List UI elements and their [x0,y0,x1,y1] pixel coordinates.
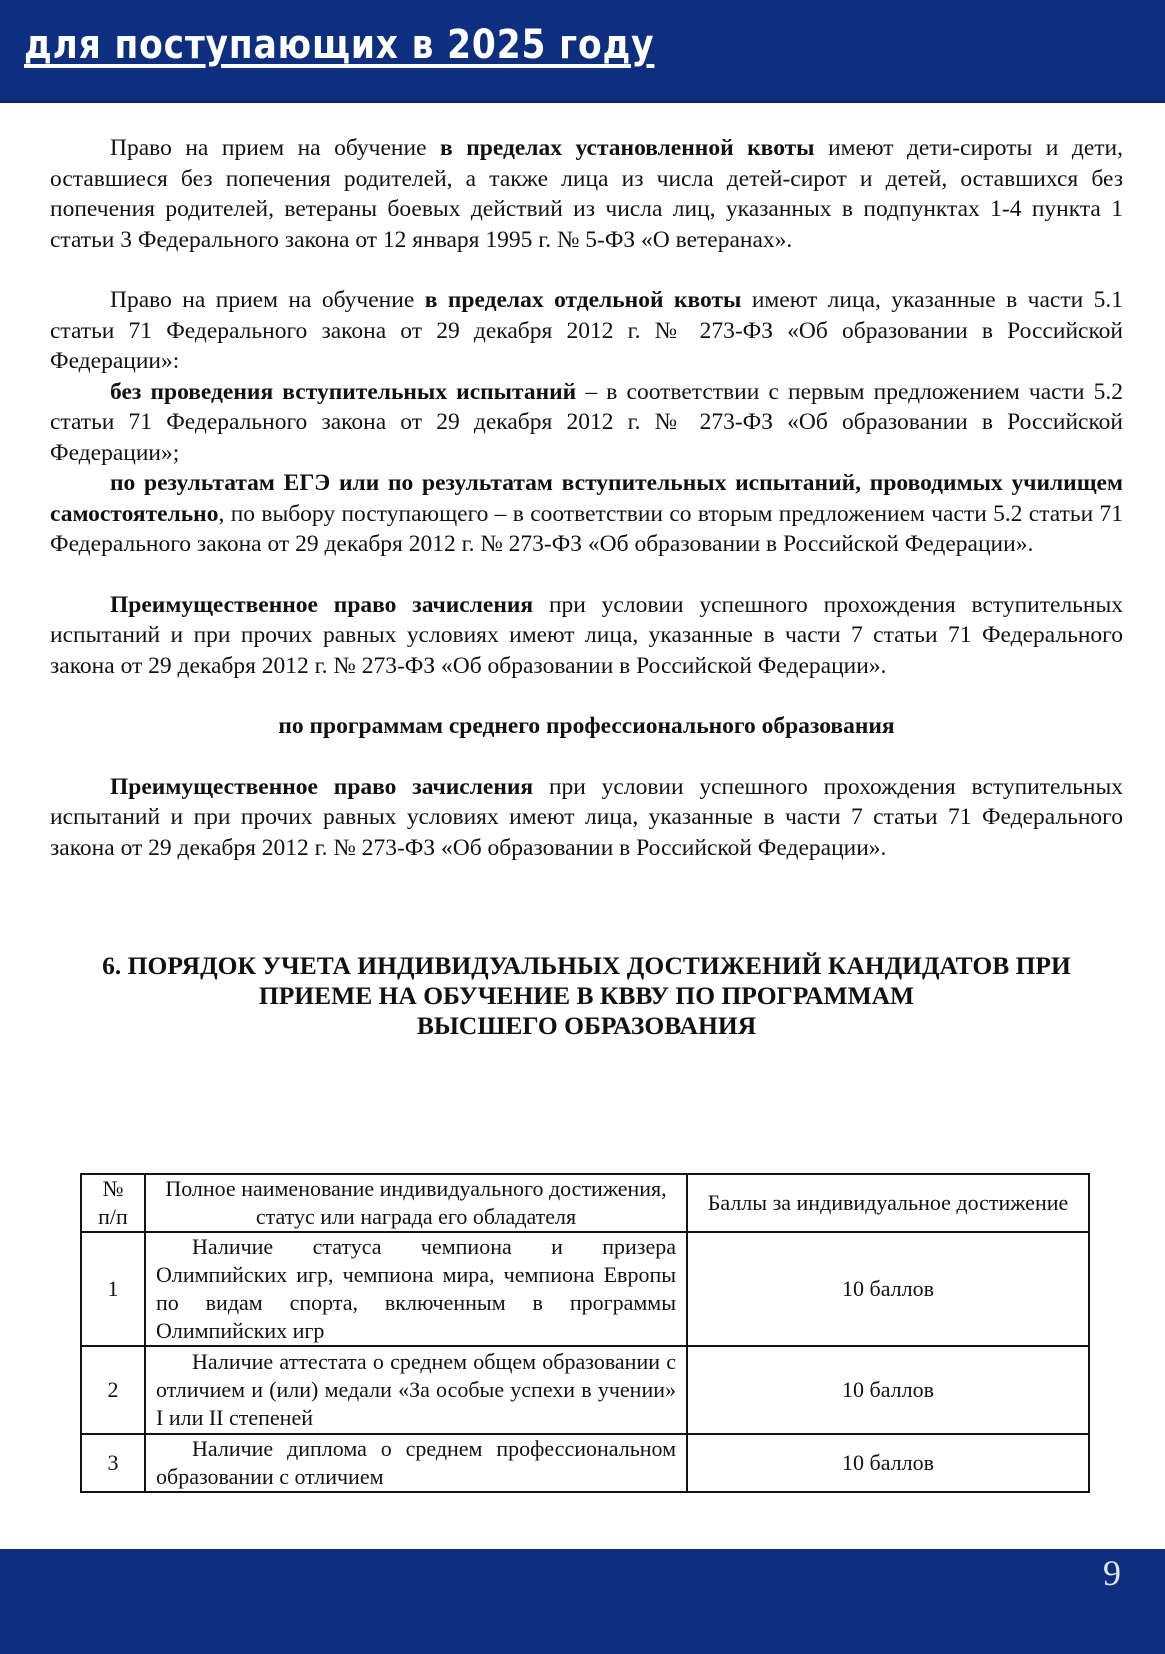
section-title [50,951,1123,1041]
header-name: Полное наименование индивидуального достижения, статус или награда его обладателя [145,1174,687,1232]
header-number: № п/п [81,1174,145,1232]
cell-number: 2 [81,1346,145,1434]
bold-text: в пределах отдельной квоты [424,287,742,313]
cell-points: 10 баллов [687,1346,1089,1434]
paragraph-no-exams [50,377,1123,469]
text: имеют дети-сироты и дети, оставшиеся без попечения родителей, а также лица из числа детей-сирот и детей, оставшихся без попечения родителей, ветераны боевых действий из числа лиц, указанных в подпунктах 1-4 пункта 1 статьи 3 Федерального закона от 12 января 1995 г. № 5-ФЗ «О ветеранах». [50,135,1124,253]
bold-text: по результатам ЕГЭ или по результатам вступительных испытаний, проводимых училищем самостоятельно [50,470,1123,527]
text: имеют лица, указанные в части 5.1 статьи 71 Федерального закона от 29 декабря 2012 г. № 273-ФЗ «Об образовании в Российской Федерации»: [50,287,1123,374]
bold-text: без проведения вступительных испытаний [110,378,577,405]
cell-number: 3 [81,1434,145,1492]
paragraph-priority-right [50,590,1123,682]
achievements-table [80,1173,1090,1493]
table-row [81,1232,1089,1346]
paragraph-quota [50,133,1123,255]
section-title-line: ВЫСШЕГО ОБРАЗОВАНИЯ [416,1011,757,1040]
cell-name: Наличие статуса чемпиона и призера Олимпийских игр, чемпиона мира, чемпиона Европы по видам спорта, включенным в программы Олимпийских игр [145,1232,687,1346]
footer-band [0,1549,1165,1654]
text: Право на прием на обучение [110,287,425,313]
text: – в соответствии с первым предложением части 5.2 статьи 71 Федерального закона от 29 декабря 2012 г. № 273-ФЗ «Об образовании в Российской Федерации»; [50,378,1123,466]
bold-text: в пределах установленной квоты [440,135,815,161]
section-title-line: 6. ПОРЯДОК УЧЕТА ИНДИВИДУАЛЬНЫХ ДОСТИЖЕНИЙ КАНДИДАТОВ ПРИ [102,951,1071,980]
bold-text: Преимущественное право зачисления [110,591,534,618]
text: при условии успешного прохождения вступительных испытаний и при прочих равных условиях имеют лица, указанные в части 7 статьи 71 Федерального закона от 29 декабря 2012 г. № 273-ФЗ «Об образовании в Российской Федерации». [50,773,1124,861]
subheading-spo: по программам среднего профессионального образования [278,713,895,739]
bold-text: Преимущественное право зачисления [110,773,534,800]
paragraph-priority-right-spo [50,772,1123,864]
text: , по выбору поступающего – в соответствии со вторым предложением части 5.2 статьи 71 Федерального закона от 29 декабря 2012 г. № 273-ФЗ «Об образовании в Российской Федерации». [50,500,1123,557]
page-number: 9 [1103,1553,1121,1593]
table-row [81,1346,1089,1434]
main-content [50,133,1123,1041]
paragraph-ege-results [50,468,1123,560]
text: при условии успешного прохождения вступительных испытаний и при прочих равных условиях имеют лица, указанные в части 7 статьи 71 Федерального закона от 29 декабря 2012 г. № 273-ФЗ «Об образовании в Российской Федерации». [50,591,1124,679]
header-points: Баллы за индивидуальное достижение [687,1174,1089,1232]
text: Право на прием на обучение [110,135,441,161]
section-title-line: ПРИЕМЕ НА ОБУЧЕНИЕ В КВВУ ПО ПРОГРАММАМ [258,981,915,1010]
table-row [81,1434,1089,1492]
cell-name: Наличие аттестата о среднем общем образовании с отличием и (или) медали «За особые успехи в учении» I или II степеней [145,1346,687,1434]
header-band [0,0,1165,103]
header-title: для поступающих в 2025 году [24,22,655,68]
table-header-row [81,1174,1089,1232]
paragraph-separate-quota [50,285,1123,377]
cell-name: Наличие диплома о среднем профессиональном образовании с отличием [145,1434,687,1492]
cell-number: 1 [81,1232,145,1346]
cell-points: 10 баллов [687,1232,1089,1346]
cell-points: 10 баллов [687,1434,1089,1492]
